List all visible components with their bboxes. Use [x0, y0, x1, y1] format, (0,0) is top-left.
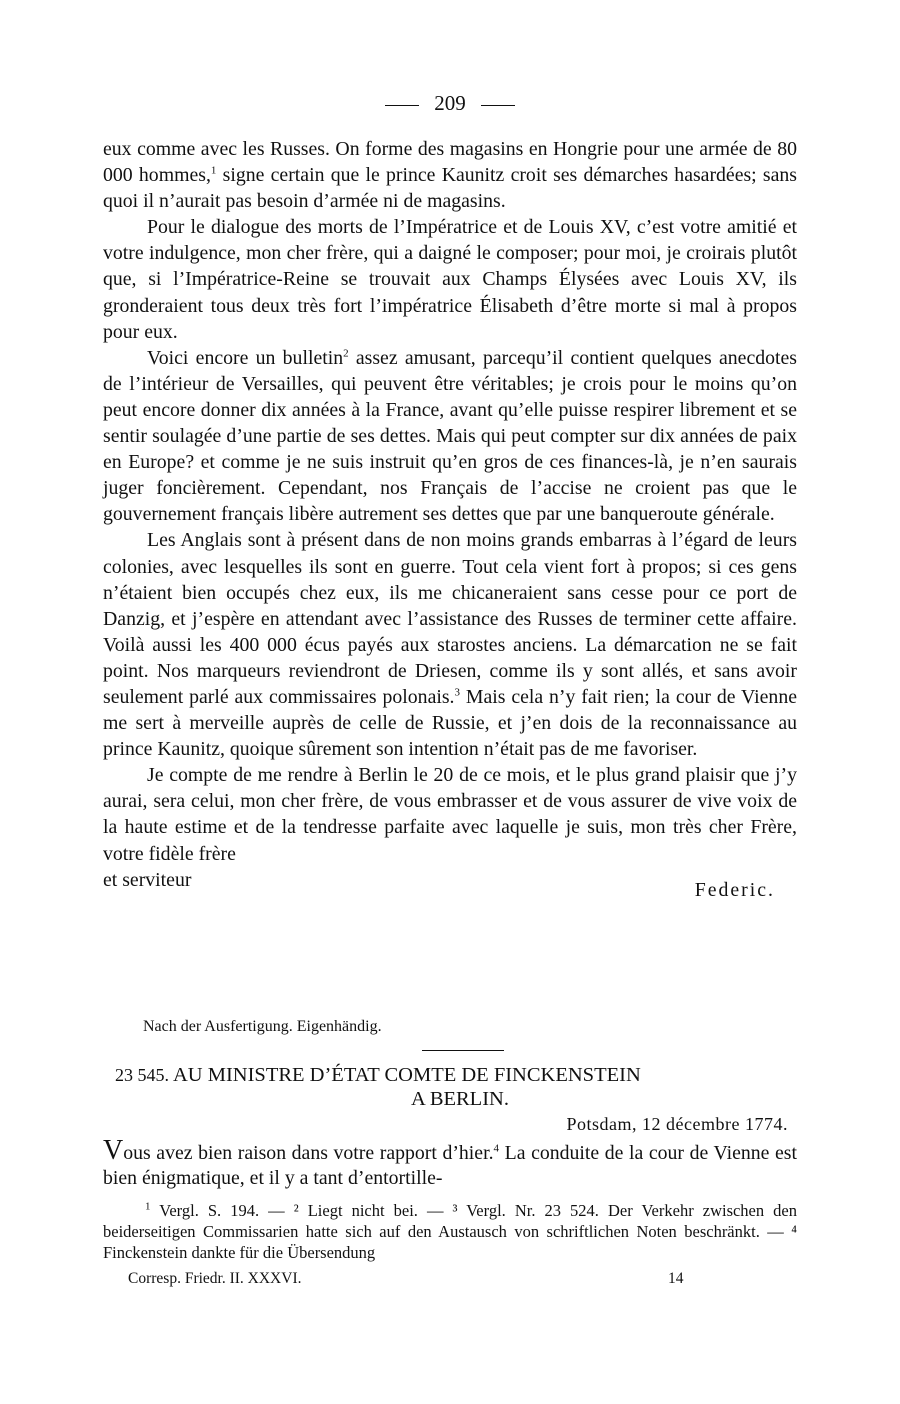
letter-body: Vous avez bien raison dans votre rapport d’hier.$^4$ La conduite de la cour de Vienne est bien énigmatique, et il y a tant d’entortille- [103, 1135, 797, 1189]
page-header [0, 88, 900, 118]
drop-cap: V [103, 1135, 124, 1166]
footer-title: Corresp. Friedr. II. XXXVI. [128, 1270, 302, 1287]
letter-heading [115, 1063, 785, 1111]
footnotes: $^1$ Vergl. S. 194. — ² Liegt nicht bei. — ³ Vergl. Nr. 23 524. Der Verkehr zwischen den beiderseitigen Commissarien hatte sich auf den Austausch von schriftlichen Noten beschränkt. — ⁴ Finckenstein dankte für die Übersendung [103, 1200, 798, 1262]
closing-text: et serviteur [103, 868, 192, 891]
signature-row [103, 867, 797, 901]
signature-mark: 14 [668, 1270, 684, 1287]
header-dash-right [481, 105, 515, 106]
paragraph-5: Je compte de me rendre à Berlin le 20 de ce mois, et le plus grand plaisir que j’y aurai, sera celui, mon cher frère, de vous embrasser et de vous assurer de vive voix de la haute estime et de la tendresse parfaite avec laquelle je suis, mon très cher Frère, votre fidèle frère [103, 764, 797, 865]
page-footer [128, 1270, 688, 1288]
heading-line-1: AU MINISTRE D’ÉTAT COMTE DE FINCKENSTEIN [173, 1064, 641, 1086]
heading-line-2: A BERLIN. [411, 1088, 509, 1110]
paragraph-2: Pour le dialogue des morts de l’Impératrice et de Louis XV, c’est votre amitié et votre indulgence, mon cher frère, qui a daigné le composer; pour moi, je croirais plutôt que, si l’Impératrice-Reine se trouvait aux Champs Élysées avec Louis XV, ils gronderaient tous deux très fort l’impératrice Élisabeth d’être morte si mal à propos pour eux. [103, 216, 797, 343]
signature: Federic. [694, 878, 775, 901]
source-note: Nach der Ausfertigung. Eigenhändig. [143, 1018, 382, 1035]
paragraph-4: Les Anglais sont à présent dans de non moins grands embarras à l’égard de leurs colonies, avec lesquelles ils sont en guerre. Tout cela vient fort à propos; si ces gens n’étaient bien occupés chez eux, ils me chicaneraient sans cesse pour ce port de Danzig, et j’espère en attendant avec l’assistance des Russes de terminer cette affaire. Voilà aussi les 400 000 écus payés aux starostes anciens. La démarcation ne se fait point. Nos marqueurs reviendront de Driesen, comme ils y sont allés, et sans avoir seulement parlé aux commissaires polonais.$^3$ Mais cela n’y fait rien; la cour de Vienne me sert à merveille auprès de celle de Russie, et j’en dois de la reconnaissance au prince Kaunitz, quoique sûrement son intention n’était pas de me favoriser. [103, 529, 797, 761]
section-divider [422, 1050, 504, 1051]
header-dash-left [385, 105, 419, 106]
page-number: 209 [434, 91, 466, 115]
letter-text [103, 136, 797, 901]
dateline: Potsdam, 12 décembre 1774. [566, 1114, 788, 1134]
letter-number: 23 545. [115, 1065, 169, 1085]
paragraph-1: eux comme avec les Russes. On forme des magasins en Hongrie pour une armée de 80 000 hommes,$^1$ signe certain que le prince Kaunitz croit ses démarches hasardées; sans quoi il n’aurait pas besoin d’armée ni de magasins. [103, 138, 797, 213]
paragraph-3: Voici encore un bulletin$^2$ assez amusant, parcequ’il contient quelques anecdotes de l’intérieur de Versailles, qui peuvent être véritables; je crois pour le moins qu’on peut encore donner dix années à la France, avant qu’elle puisse respirer librement et se sentir soulagée d’une partie de ses dettes. Mais qui peut compter sur dix années de paix en Europe? et comme je ne suis instruit qu’en gros de ces finances-là, je n’en saurais juger foncièrement. Cependant, nos Français de l’accise ne croient pas que le gouvernement français libère autrement ses dettes que par une banqueroute générale. [103, 346, 797, 526]
